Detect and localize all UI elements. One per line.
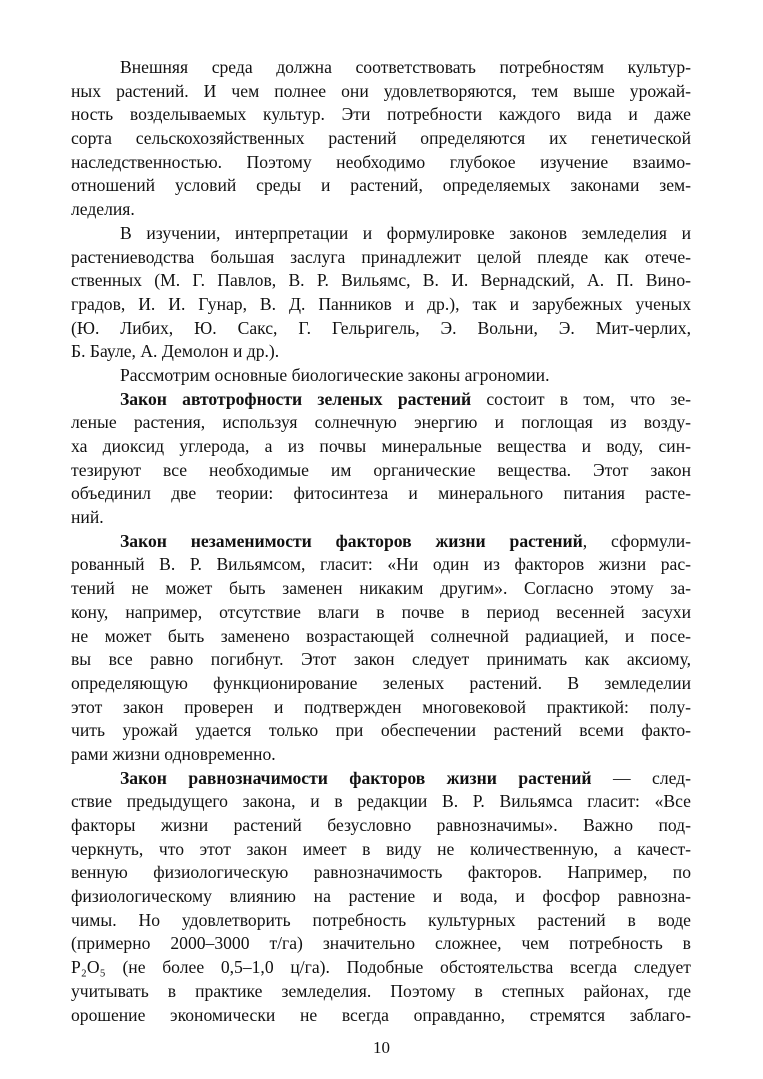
text-line: определяющую функционирование зеленых растений. В земледелии	[71, 672, 691, 693]
text-fragment: — след-	[591, 767, 691, 788]
paragraph	[71, 364, 691, 388]
law-title-equivalence: Закон равнозначимости факторов жизни растений	[120, 767, 592, 788]
document-page	[71, 56, 691, 1027]
text-line: леделия.	[71, 199, 135, 220]
text-line: (Ю. Либих, Ю. Сакс, Г. Гельригель, Э. Вольни, Э. Мит-черлих,	[71, 317, 691, 338]
text-line: ствие предыдущего закона, и в редакции В. Р. Вильямса гласит: «Все	[71, 791, 691, 812]
text-line: сорта сельскохозяйственных растений определяются их генетической	[71, 128, 691, 149]
text-line	[71, 767, 691, 791]
paragraph	[71, 388, 691, 530]
text-line: черкнуть, что этот закон имеет в виду не количественную, а качест-	[71, 838, 691, 859]
text-line: не может быть заменено возрастающей солнечной радиацией, и посе-	[71, 625, 691, 646]
paragraph	[71, 767, 691, 1028]
law-title-irreplaceability: Закон незаменимости факторов жизни растений	[120, 530, 583, 551]
text-line: орошение экономически не всегда оправданно, стремятся заблаго-	[71, 1004, 691, 1025]
paragraph	[71, 56, 691, 222]
text-line: Внешняя среда должна соответствовать потребностям культур-	[120, 57, 691, 77]
text-line: ных растений. И чем полнее они удовлетворяются, тем выше урожай-	[71, 80, 691, 101]
text-line: вы все равно погибнут. Этот закон следует принимать как аксиому,	[71, 649, 691, 670]
text-line: ний.	[71, 507, 104, 528]
page-number: 10	[373, 1038, 390, 1057]
text-line: чить урожай удается только при обеспечении растений всеми факто-	[71, 720, 691, 741]
text-line: рованный В. Р. Вильямсом, гласит: «Ни один из факторов жизни рас-	[71, 554, 691, 575]
text-line: кону, например, отсутствие влаги в почве в период весенней засухи	[71, 601, 691, 622]
paragraph	[71, 530, 691, 767]
text-line: тений не может быть заменен никаким другим». Согласно этому за-	[71, 578, 691, 599]
text-line: P₂O₅ (не более 0,5–1,0 ц/га). Подобные обстоятельства всегда следует	[71, 957, 691, 978]
text-line: венную физиологическую равнозначимость факторов. Например, по	[71, 862, 691, 883]
text-fragment: , сформули-	[582, 530, 692, 551]
text-line: ность возделываемых культур. Эти потребности каждого вида и даже	[71, 104, 691, 125]
text-line: Рассмотрим основные биологические законы агрономии.	[120, 364, 550, 385]
law-title-autotrophy: Закон автотрофности зеленых растений	[120, 388, 472, 409]
text-line: ха диоксид углерода, а из почвы минеральные вещества и воду, син-	[71, 436, 691, 456]
text-line: учитывать в практике земледелия. Поэтому в степных районах, где	[71, 980, 691, 1001]
text-line: этот закон проверен и подтвержден многовековой практикой: полу-	[71, 696, 691, 717]
text-line	[71, 388, 691, 412]
text-line	[71, 530, 691, 554]
text-line: наследственностью. Поэтому необходимо глубокое изучение взаимо-	[71, 151, 691, 172]
text-fragment: состоит в том, что зе-	[471, 388, 691, 409]
text-line: тезируют все необходимые им органические вещества. Этот закон	[71, 459, 691, 480]
text-line: факторы жизни растений безусловно равнозначимы». Важно под-	[71, 815, 691, 835]
text-line: отношений условий среды и растений, определяемых законами зем-	[71, 175, 691, 196]
text-line: ственных (М. Г. Павлов, В. Р. Вильямс, В. И. Вернадский, А. П. Вино-	[71, 270, 691, 291]
text-line: чимы. Но удовлетворить потребность культурных растений в воде	[71, 909, 691, 930]
paragraph	[71, 222, 691, 364]
text-line: (примерно 2000–3000 т/га) значительно сложнее, чем потребность в	[71, 933, 691, 954]
text-line: леные растения, используя солнечную энергию и поглощая из возду-	[71, 412, 691, 433]
text-line: объединил две теории: фитосинтеза и минерального питания расте-	[71, 483, 691, 504]
text-line: градов, И. И. Гунар, В. Д. Панников и др.), так и зарубежных ученых	[71, 293, 691, 314]
text-line: растениеводства большая заслуга принадлежит целой плеяде как отече-	[71, 246, 691, 267]
text-line: физиологическому влиянию на растение и вода, и фосфор равнозна-	[71, 886, 691, 907]
text-line: рами жизни одновременно.	[71, 743, 276, 764]
text-line: В изучении, интерпретации и формулировке законов земледелия и	[120, 222, 691, 243]
text-line: Б. Бауле, А. Демолон и др.).	[71, 341, 280, 362]
